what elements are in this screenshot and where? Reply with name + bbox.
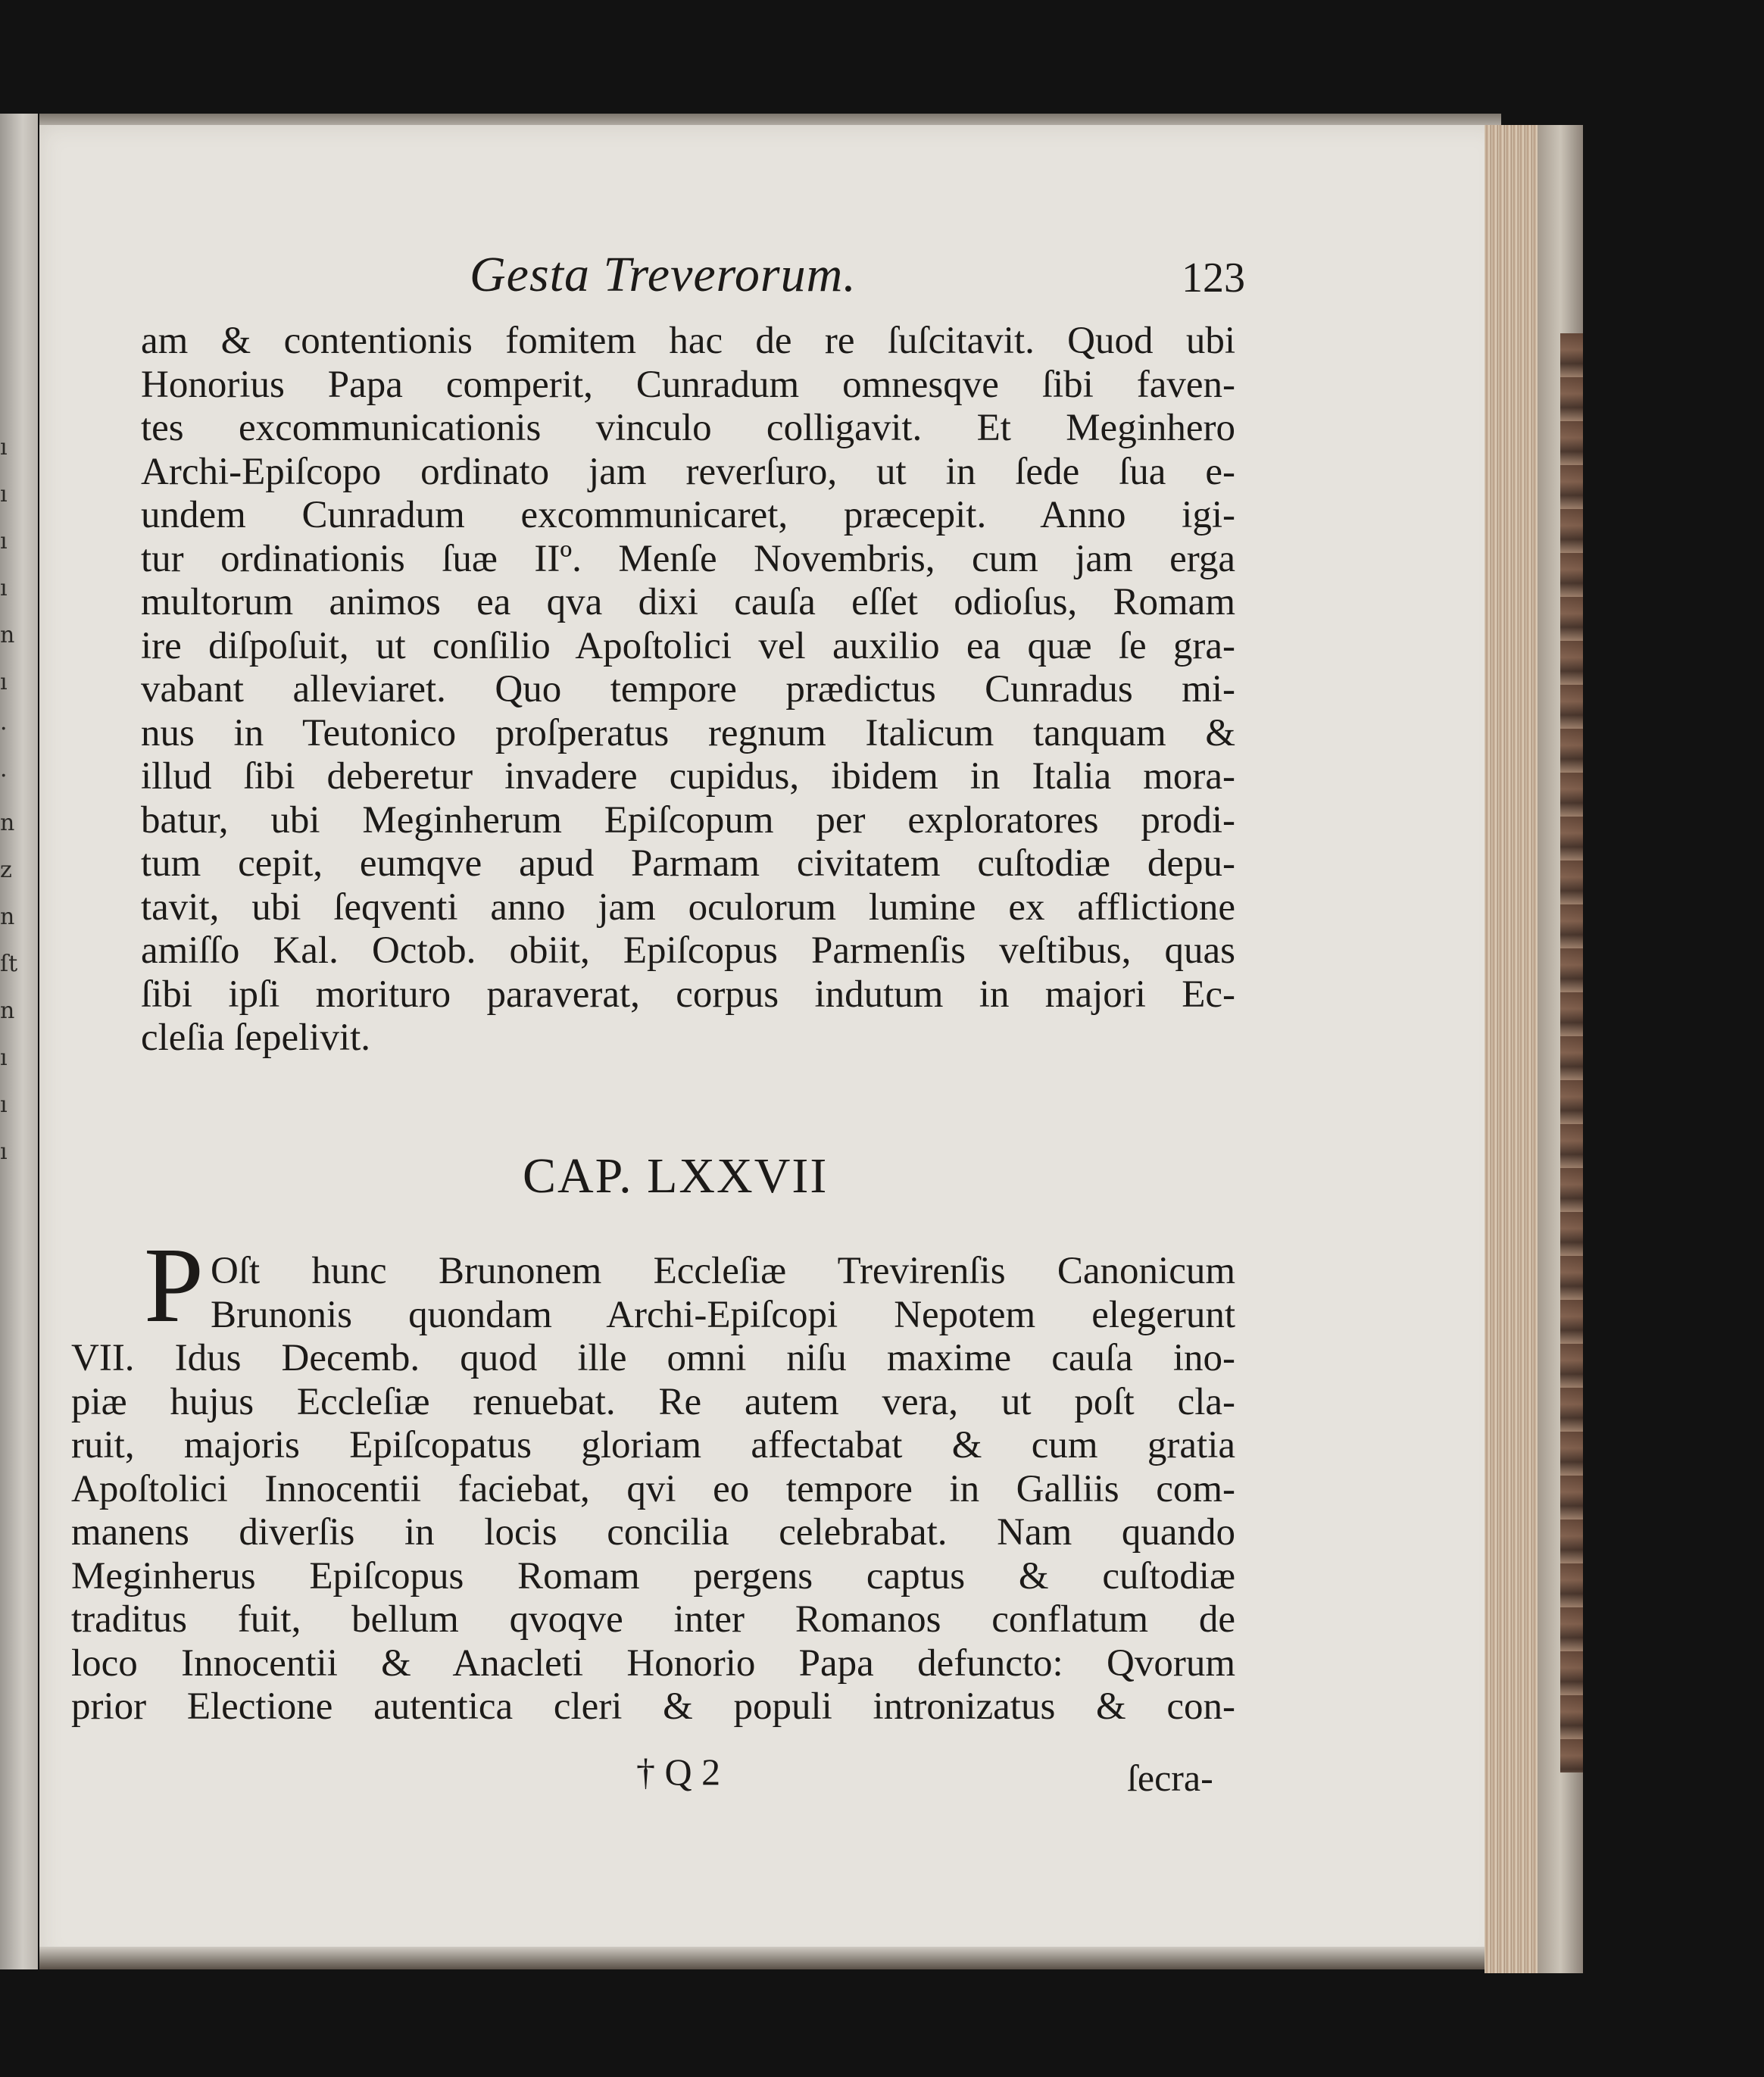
fragment: ı bbox=[0, 669, 8, 695]
text-line: traditus fuit, bellum qvoqve inter Romanos conflatum de bbox=[71, 1598, 1235, 1641]
page-edges bbox=[1485, 125, 1538, 1973]
fragment: ı bbox=[0, 575, 8, 601]
text-line: loco Innocentii & Anacleti Honorio Papa defuncto: Qvorum bbox=[71, 1641, 1235, 1685]
fragment: n bbox=[0, 904, 15, 930]
text-line: vabant alleviaret. Quo tempore prædictus Cunradus mi- bbox=[141, 668, 1235, 711]
chapter-heading: CAP. LXXVII bbox=[523, 1148, 829, 1204]
running-title: Gesta Treverorum. bbox=[470, 247, 857, 302]
text-line: ſibi ipſi morituro paraverat, corpus indutum in majori Ec- bbox=[141, 973, 1235, 1016]
text-line: manens diverſis in locis concilia celebrabat. Nam quando bbox=[71, 1511, 1235, 1554]
text-line: illud ſibi deberetur invadere cupidus, ibidem in Italia mora- bbox=[141, 755, 1235, 798]
text-line: tum cepit, eumqve apud Parmam civitatem cuſtodiæ depu- bbox=[141, 842, 1235, 885]
drop-cap: P bbox=[144, 1225, 204, 1345]
fragment: ı bbox=[0, 434, 8, 461]
text-line: ruit, majoris Epiſcopatus gloriam affectabat & cum gratia bbox=[71, 1424, 1235, 1466]
fragment: ı bbox=[0, 1045, 8, 1071]
text-line: batur, ubi Meginherum Epiſcopum per exploratores prodi- bbox=[141, 798, 1235, 842]
page-number: 123 bbox=[1182, 255, 1245, 301]
paragraph-1 bbox=[141, 320, 1235, 1060]
facing-page-letter-fragments bbox=[0, 424, 18, 1176]
text-line: undem Cunradum excommunicaret, præcepit. Anno igi- bbox=[141, 494, 1235, 536]
text-line: tes excommunicationis vinculo colligavit. Et Meginhero bbox=[141, 407, 1235, 449]
paragraph-2 bbox=[71, 1250, 1235, 1729]
text-line: piæ hujus Eccleſiæ renuebat. Re autem vera, ut poſt cla- bbox=[71, 1380, 1235, 1423]
text-line: Oſt hunc Brunonem Eccleſiæ Trevirenſis Canonicum bbox=[211, 1250, 1235, 1292]
fragment: · bbox=[0, 763, 8, 789]
fragment: · bbox=[0, 716, 8, 742]
fragment: ı bbox=[0, 528, 8, 554]
text-line: cleſia ſepelivit. bbox=[141, 1017, 371, 1059]
text-line: am & contentionis fomitem hac de re ſuſcitavit. Quod ubi bbox=[141, 320, 1235, 362]
text-line: Honorius Papa comperit, Cunradum omnesqve ſibi faven- bbox=[141, 363, 1235, 406]
fragment: n bbox=[0, 810, 15, 836]
fragment: ı bbox=[0, 481, 8, 508]
signature-mark: † Q 2 bbox=[636, 1751, 721, 1793]
text-line: amiſſo Kal. Octob. obiit, Epiſcopus Parmenſis veſtibus, quas bbox=[141, 929, 1235, 972]
text-line: ire diſpoſuit, ut conſilio Apoſtolici vel auxilio ea quæ ſe gra- bbox=[141, 624, 1235, 667]
fragment: n bbox=[0, 998, 15, 1024]
marbled-cover-edge bbox=[1560, 333, 1583, 1772]
text-line: tavit, ubi ſeqventi anno jam oculorum lumine ex afflictione bbox=[141, 885, 1235, 929]
fragment: ı bbox=[0, 1138, 8, 1165]
text-line: nus in Teutonico proſperatus regnum Italicum tanquam & bbox=[141, 711, 1235, 754]
fragment: z bbox=[0, 857, 12, 883]
text-line: multorum animos ea qva dixi cauſa eſſet odioſus, Romam bbox=[141, 581, 1235, 623]
text-line: Apoſtolici Innocentii faciebat, qvi eo tempore in Galliis com- bbox=[71, 1467, 1235, 1510]
fragment: ı bbox=[0, 1092, 8, 1118]
catchword: ſecra- bbox=[1127, 1757, 1213, 1799]
fragment: n bbox=[0, 622, 15, 648]
text-line: tur ordinationis ſuæ IIº. Menſe Novembris, cum jam erga bbox=[141, 537, 1235, 580]
text-line: Meginherus Epiſcopus Romam pergens captus & cuſtodiæ bbox=[71, 1554, 1235, 1598]
fragment: ſt bbox=[0, 951, 18, 977]
text-line: VII. Idus Decemb. quod ille omni niſu maxime cauſa ino- bbox=[71, 1337, 1235, 1379]
text-line: Brunonis quondam Archi-Epiſcopi Nepotem elegerunt bbox=[211, 1293, 1235, 1336]
text-line: Archi-Epiſcopo ordinato jam reverſuro, ut in ſede ſua e- bbox=[141, 450, 1235, 493]
text-line: prior Electione autentica cleri & populi intronizatus & con- bbox=[71, 1685, 1235, 1728]
page-bottom-shadow bbox=[39, 1947, 1501, 1969]
